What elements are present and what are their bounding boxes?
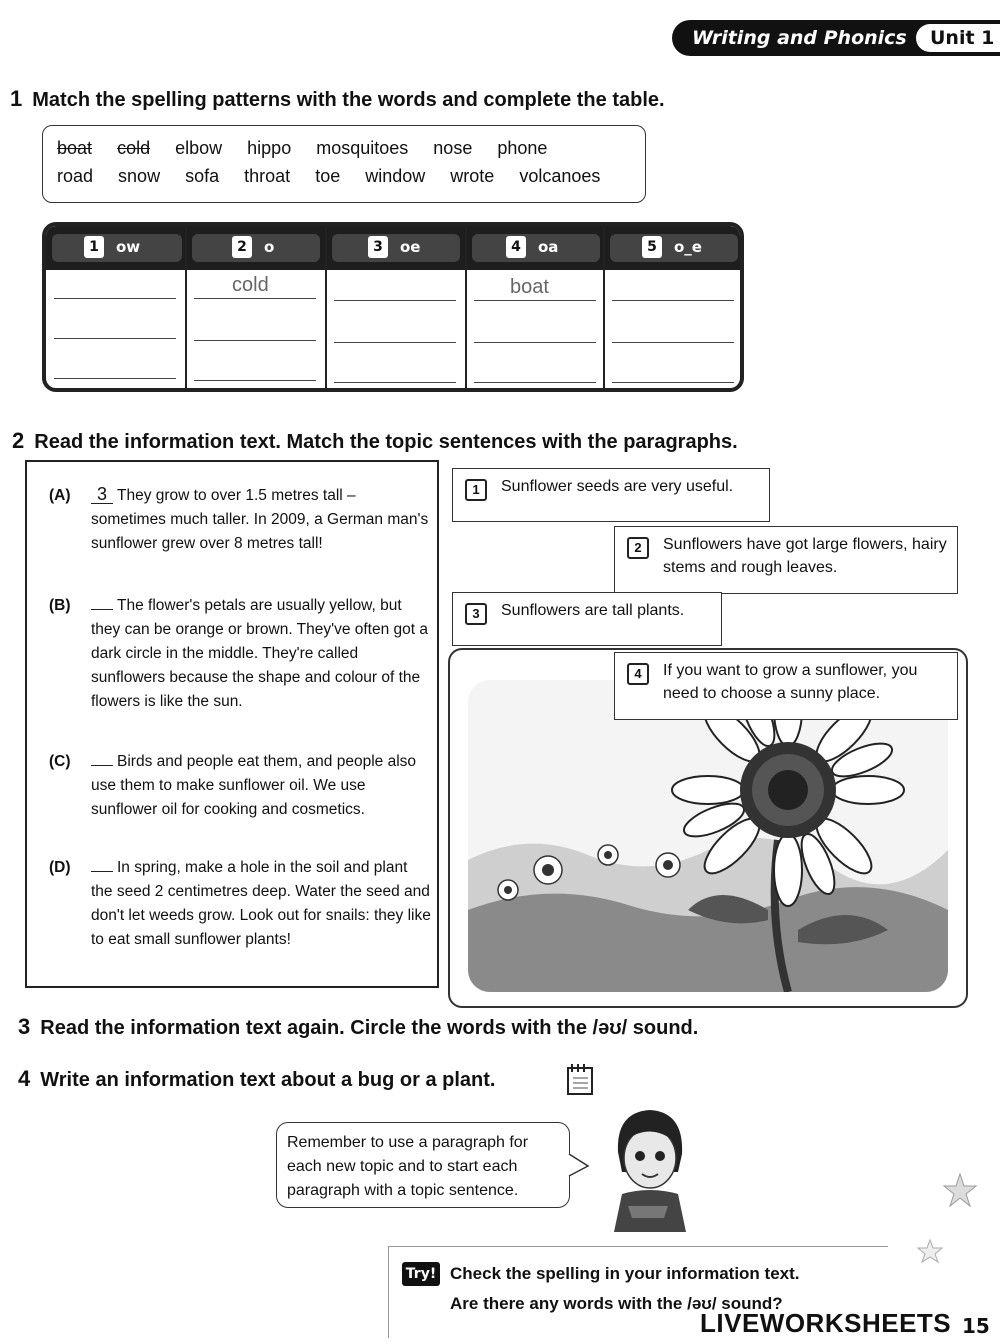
answer-blank[interactable] [334,300,456,301]
topic-text: Sunflower seeds are very useful. [501,478,734,495]
word: mosquitoes [316,138,409,158]
paragraph-text: They grow to over 1.5 metres tall – sometimes much taller. In 2009, a German man's sunflower grew over 8 metres tall! [91,487,429,552]
try-line-2: Are there any words with the /əʊ/ sound? [450,1294,783,1313]
exercise-4-instruction: Write an information text about a bug or a plant. [40,1069,496,1091]
word-row-1 [57,138,567,159]
header-pattern: oa [538,238,559,256]
topic-text: Sunflowers have got large flowers, hairy stems and rough leaves. [663,536,947,576]
word: sofa [185,166,220,186]
header-number: 4 [506,236,526,258]
topic-sentence-2 [614,526,958,594]
sunflower-photo [468,680,948,992]
answer-blank[interactable] [474,382,596,383]
word: window [365,166,426,186]
notebook-icon [564,1062,596,1096]
answer-blank[interactable] [194,340,316,341]
answer-blank[interactable] [194,380,316,381]
topic-number: 3 [465,603,487,625]
header-title: Writing and Phonics [692,27,907,49]
exercise-number: 2 [12,428,25,453]
try-badge: Try! [402,1262,440,1286]
speech-bubble: Remember to use a paragraph for each new topic and to start each paragraph with a topic sentence. [276,1122,570,1208]
footer-brand: LIVEWORKSHEETS [700,1308,952,1338]
topic-sentence-1 [452,468,770,522]
paragraph-a [49,484,429,584]
word: boat [57,138,93,158]
answer-blank[interactable] [91,765,113,766]
word: snow [118,166,161,186]
topic-number: 4 [627,663,649,685]
character-illustration [598,1102,698,1232]
paragraph-text: The flower's petals are usually yellow, but they can be orange or brown. They've often got a dark circle in the middle. They're called sunflowers because the shape and colour of the flowers is like the sun. [91,597,429,710]
word: phone [497,138,548,158]
unit-label: Unit 1 [916,24,1000,52]
word: wrote [450,166,495,186]
answer-blank[interactable] [612,342,734,343]
header-number: 3 [368,236,388,258]
answer-blank[interactable] [334,382,456,383]
exercise-3-instruction: Read the information text again. Circle the words with the /əʊ/ sound. [40,1017,699,1039]
topic-text: Sunflowers are tall plants. [501,602,685,619]
answer-blank[interactable] [54,298,176,299]
exercise-2-heading [12,428,738,454]
answer-blank[interactable] [474,342,596,343]
answer-blank[interactable] [91,871,113,872]
answer-blank[interactable] [334,342,456,343]
header-number: 5 [642,236,662,258]
topic-sentence-4 [614,652,958,720]
answer-blank[interactable] [612,382,734,383]
answer-blank[interactable] [54,378,176,379]
word: hippo [247,138,292,158]
header-banner [672,20,1000,56]
answer-blank[interactable] [474,300,596,301]
word: nose [433,138,473,158]
paragraph-b [49,594,429,734]
try-line-1: Check the spelling in your information text. [450,1264,800,1283]
answer-blank[interactable]: 3 [91,485,113,504]
header-pattern: ow [116,238,141,256]
word-box [42,125,646,203]
topic-text: If you want to grow a sunflower, you need to choose a sunny place. [663,662,918,702]
header-pattern: o [264,238,275,256]
header-pattern: oe [400,238,421,256]
spelling-table [42,222,744,392]
topic-number: 1 [465,479,487,501]
word: toe [315,166,341,186]
paragraph-text: In spring, make a hole in the soil and plant the seed 2 centimetres deep. Water the seed and don't let weeds grow. Look out for snails: they like to eat small sunflower plants! [91,859,431,948]
information-text [25,460,439,988]
word: volcanoes [519,166,601,186]
page-number: 15 [962,1314,990,1338]
exercise-1-instruction: Match the spelling patterns with the words and complete the table. [32,89,665,111]
topic-sentence-3 [452,592,722,646]
word: elbow [175,138,223,158]
example-answer-cold: cold [232,274,269,296]
paragraph-label: (C) [49,753,71,770]
exercise-2-instruction: Read the information text. Match the topic sentences with the paragraphs. [34,431,738,453]
example-answer-boat: boat [510,276,549,298]
word: road [57,166,94,186]
paragraph-text: Birds and people eat them, and people also use them to make sunflower oil. We use sunflower oil for cooking and cosmetics. [91,753,417,818]
answer-blank[interactable] [54,338,176,339]
word-row-2 [57,166,620,187]
topic-number: 2 [627,537,649,559]
paragraph-c [49,750,429,846]
exercise-1-heading [10,86,665,112]
table-header [46,226,740,270]
exercise-3-heading [18,1014,698,1040]
star-decoration [900,1170,990,1310]
exercise-number: 3 [18,1014,31,1039]
exercise-4-heading [18,1066,495,1092]
word: cold [117,138,151,158]
paragraph-label: (A) [49,487,71,504]
answer-blank[interactable] [91,609,113,610]
paragraph-label: (D) [49,859,71,876]
exercise-number: 4 [18,1066,31,1091]
paragraph-label: (B) [49,597,71,614]
header-number: 2 [232,236,252,258]
bubble-tail [566,1150,590,1180]
sunflower-image [468,680,948,992]
word: throat [244,166,291,186]
exercise-number: 1 [10,86,23,111]
paragraph-d [49,856,429,976]
answer-blank[interactable] [612,300,734,301]
header-number: 1 [84,236,104,258]
header-pattern: o_e [674,238,702,256]
answer-blank[interactable] [194,298,316,299]
